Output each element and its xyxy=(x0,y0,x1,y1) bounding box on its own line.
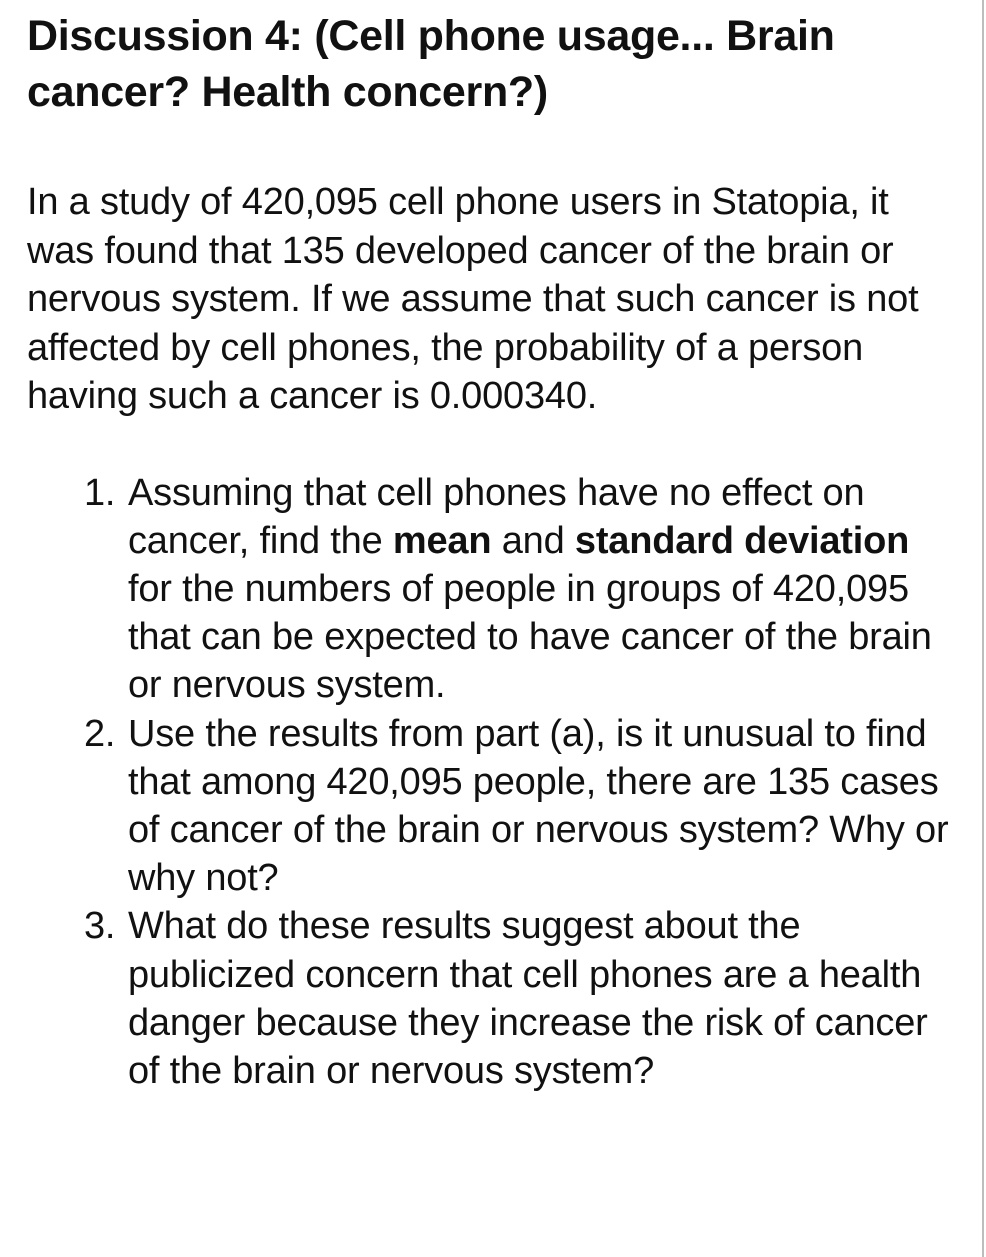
discussion-title: Discussion 4: (Cell phone usage... Brain cancer? Health concern?) xyxy=(27,12,835,116)
discussion-content xyxy=(27,8,957,1095)
question-text: Assuming that cell phones have no effect on cancer, find the xyxy=(128,471,865,562)
question-text: What do these results suggest about the publicized concern that cell phones are a health danger because they increase the risk of cancer of the brain or nervous system? xyxy=(128,905,928,1092)
question-item xyxy=(84,469,957,710)
question-number: 3. xyxy=(84,905,116,948)
page-right-border xyxy=(982,0,984,1257)
question-number: 1. xyxy=(84,471,116,514)
intro-paragraph: In a study of 420,095 cell phone users in Statopia, it was found that 135 developed cancer of the brain or nervous system. If we assume that such cancer is not affected by cell phones, the probability of a person having such a cancer is 0.000340. xyxy=(27,181,919,417)
emphasis-mean: mean xyxy=(392,519,492,562)
question-list xyxy=(27,469,957,1096)
question-text: and xyxy=(491,519,575,562)
emphasis-standard-deviation: standard deviation xyxy=(574,519,910,562)
question-text: Use the results from part (a), is it unusual to find that among 420,095 people, there are 135 cases of cancer of the brain or nervous system? Why or why not? xyxy=(128,712,949,900)
question-text: for the numbers of people in groups of 420,095 that can be expected to have cancer of the brain or nervous system. xyxy=(128,567,932,707)
question-item xyxy=(84,902,957,1095)
question-number: 2. xyxy=(84,712,116,755)
question-item xyxy=(84,710,957,903)
